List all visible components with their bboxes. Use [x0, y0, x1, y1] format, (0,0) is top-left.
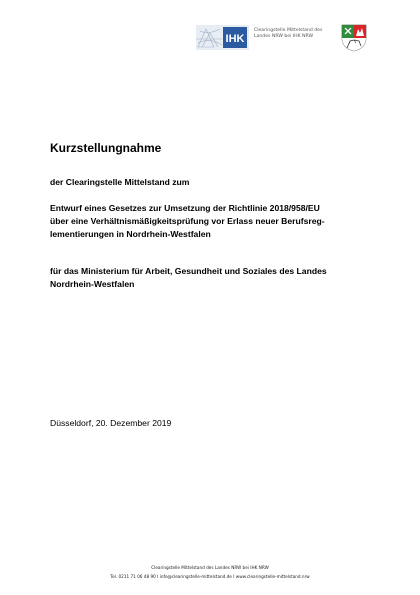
- recipient-line-1: für das Ministerium für Arbeit, Gesundheit und Soziales des Landes: [50, 266, 327, 276]
- footer-org: Clearingstelle Mittelstand des Landes NRW bei IHK NRW: [151, 565, 269, 570]
- recipient-line-2: Nordrhein-Westfalen: [50, 279, 135, 289]
- ihk-org-name: [254, 28, 336, 40]
- ihk-logo: [196, 25, 249, 50]
- ihk-org-name-line1: Clearingstelle Mittelstand des: [254, 28, 323, 33]
- subject-paragraph: [50, 202, 380, 241]
- ihk-logo-text: IHK: [225, 33, 245, 45]
- recipient-paragraph: [50, 265, 380, 291]
- footer-contact: Tel. 0211 71 06 48 90 I info@clearingstelle-mittelstand.de I www.clearingstelle-mittelstand.nrw: [110, 574, 310, 579]
- subject-line-1: Entwurf eines Gesetzes zur Umsetzung der Richtlinie 2018/958/EU: [50, 203, 320, 213]
- subject-line-3: lementierungen in Nordrhein-Westfalen: [50, 229, 211, 239]
- nrw-coat-of-arms-icon: [341, 24, 367, 52]
- document-date: Düsseldorf, 20. Dezember 2019: [50, 418, 172, 428]
- document-subtitle: der Clearingstelle Mittelstand zum: [50, 177, 190, 187]
- ihk-org-name-line2: Landes NRW bei IHK NRW: [254, 34, 314, 39]
- subject-line-2: über eine Verhältnismäßigkeitsprüfung vor Erlass neuer Berufsreg-: [50, 216, 325, 226]
- document-title: Kurzstellungnahme: [50, 141, 162, 155]
